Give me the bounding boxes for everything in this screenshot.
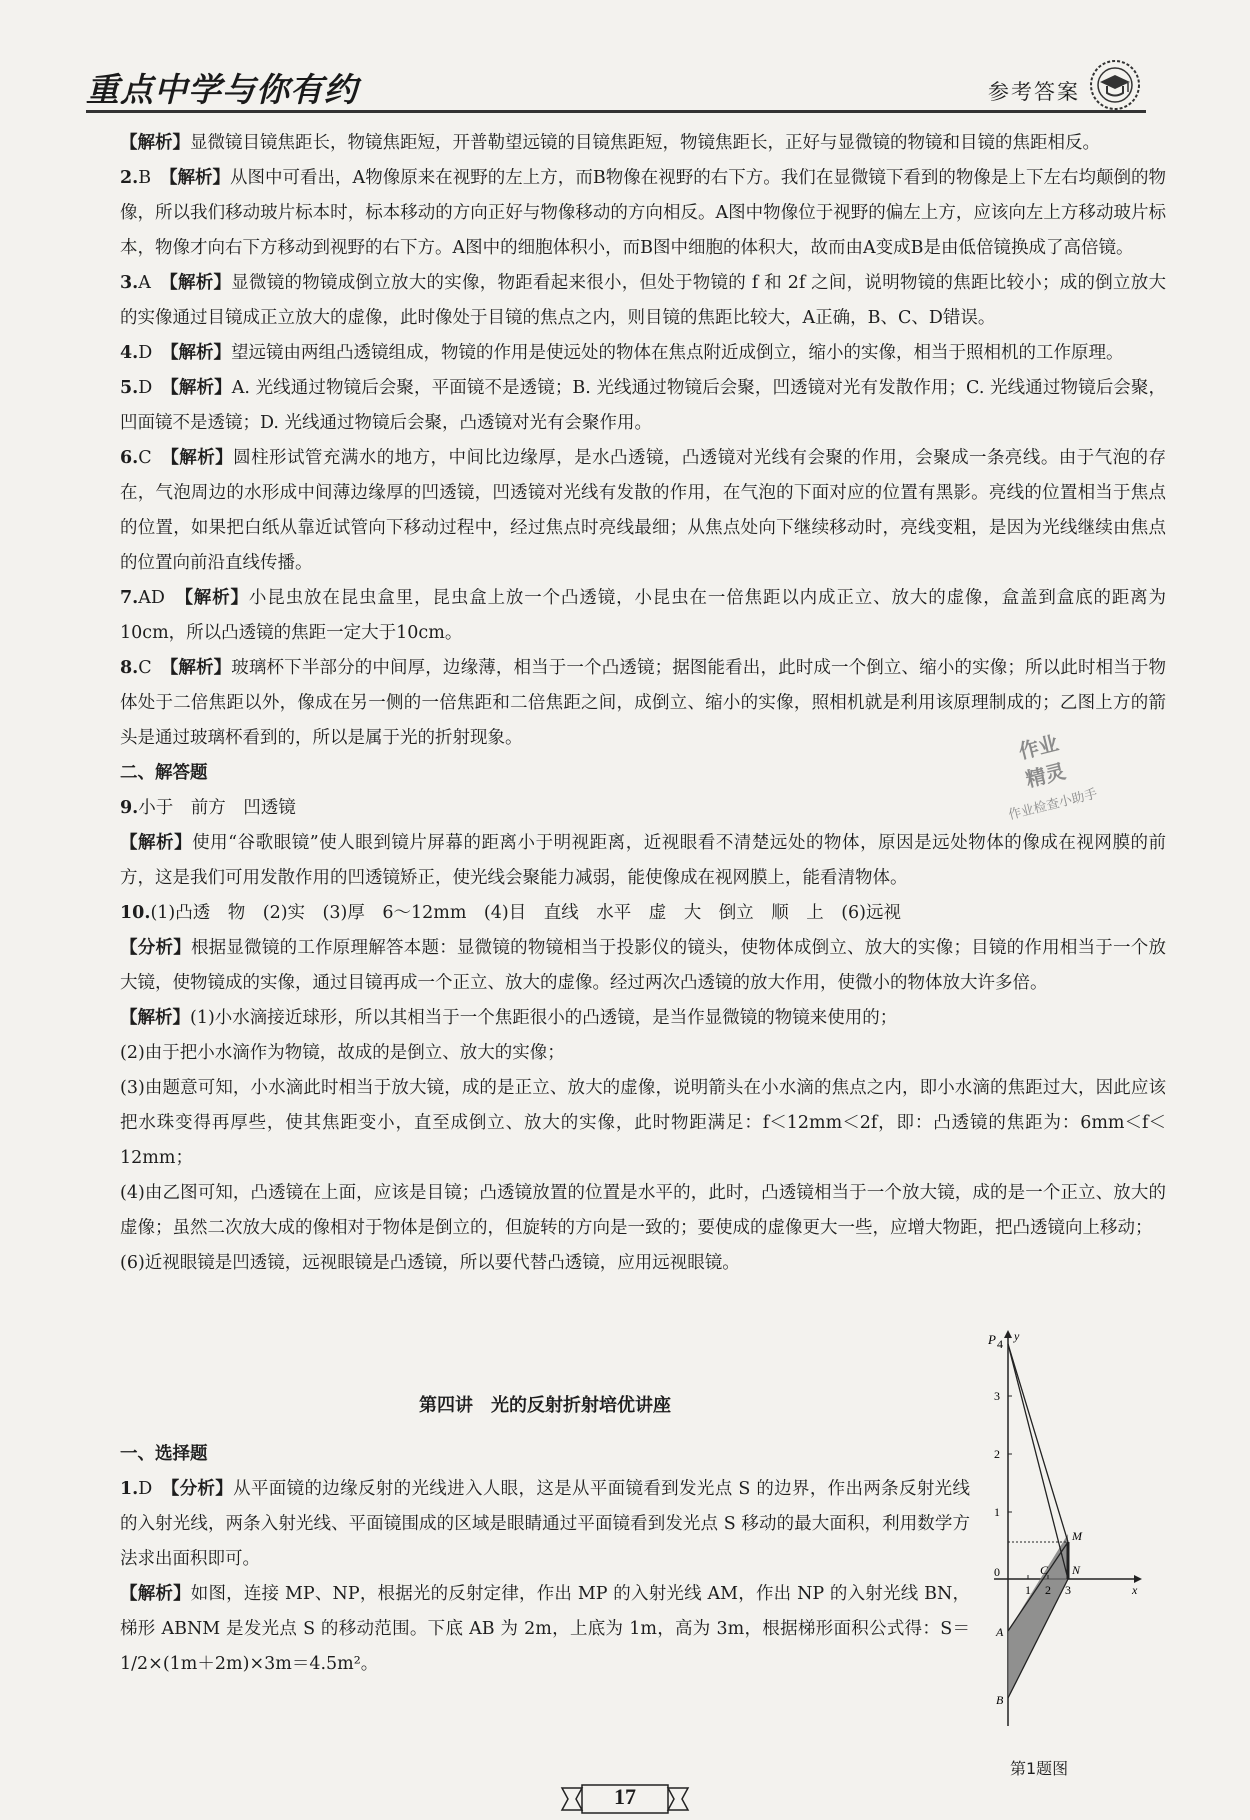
label-y: y: [1014, 1329, 1020, 1343]
para-5: [120, 371, 1166, 441]
q-num: 8.: [120, 658, 139, 678]
q-num: 2.: [120, 168, 139, 188]
q-answer: B: [138, 168, 152, 188]
tag: 【解析】: [120, 1584, 191, 1604]
lecture-block: [120, 1378, 970, 1682]
tag: 【解析】: [120, 133, 190, 153]
tag: 【分析】: [120, 938, 191, 958]
stamp-line-2: 精灵: [1023, 758, 1068, 792]
lecture-title: 第四讲 光的反射折射培优讲座: [419, 1395, 671, 1416]
para-text: (1)小水滴接近球形，所以其相当于一个焦距很小的凸透镜，是当作显微镜的物镜来使用的；: [190, 1008, 898, 1028]
q-answer: C: [138, 658, 152, 678]
answers-top: [120, 126, 1166, 1281]
q-answer: 小于 前方 凹透镜: [138, 798, 296, 818]
label-m: M: [1072, 1529, 1082, 1543]
brand-title: 重点中学与你有约: [86, 70, 358, 109]
section-title: 一、选择题: [120, 1444, 208, 1464]
graduation-cap-icon: [1088, 58, 1142, 112]
page-number-banner: [560, 1782, 690, 1816]
q10-answer: [120, 896, 1166, 931]
figure-1-diagram: [988, 1326, 1148, 1746]
q-answer: (1)凸透 物 (2)实 (3)厚 6～12mm (4)目 直线 水平 虚 大 倒立 顺 上 (6)远视: [150, 903, 901, 923]
q-answer: C: [138, 448, 152, 468]
figure-caption: 第1题图: [1010, 1759, 1069, 1778]
label-x2: 2: [1045, 1583, 1051, 1597]
q-num: 6.: [120, 448, 139, 468]
answers-label: 参考答案: [988, 80, 1080, 104]
q-num: 5.: [120, 378, 139, 398]
q10-jiexi-4: (4)由乙图可知，凸透镜在上面，应该是目镜；凸透镜放置的位置是水平的，此时，凸透镜相当于一个放大镜，成的是一个正立、放大的虚像；虽然二次放大成的像相对于物体是倒立的，但旋转的方向是一致的；要使成的虚像更大一些，应增大物距，把凸透镜向上移动；: [120, 1183, 1166, 1238]
label-y4: 4: [997, 1337, 1003, 1351]
para-text: 显微镜目镜焦距长，物镜焦距短，开普勒望远镜的目镜焦距短，物镜焦距长，正好与显微镜的物镜和目镜的焦距相反。: [190, 133, 1100, 153]
para-text: A. 光线通过物镜后会聚，平面镜不是透镜；B. 光线通过物镜后会聚，凹透镜对光有发散作用；C. 光线通过物镜后会聚，凹面镜不是透镜；D. 光线通过物镜后会聚，凸透镜对光有会聚作用。: [120, 378, 1167, 433]
label-x: x: [1132, 1583, 1138, 1597]
para-4: [120, 336, 1166, 371]
q-num: 9.: [120, 798, 139, 818]
q10-jiexi-3: (3)由题意可知，小水滴此时相当于放大镜，成的是正立、放大的虚像，说明箭头在小水滴的焦点之内，即小水滴的焦距过大，因此应该把水珠变得再厚些，使其焦距变小，直至成倒立、放大的实像，此时物距满足：f＜12mm＜2f，即：凸透镜的焦距为：6mm＜f＜12mm；: [120, 1078, 1166, 1168]
page-header: [86, 58, 1146, 113]
label-c: C: [1040, 1563, 1049, 1577]
q-num: 4.: [120, 343, 139, 363]
q-answer: AD: [138, 588, 165, 608]
para-text: 如图，连接 MP、NP，根据光的反射定律，作出 MP 的入射光线 AM，作出 NP 的入射光线 BN，梯形 ABNM 是发光点 S 的移动范围。下底 AB 为 2m，上底为 1m，高为 3m，根据梯形面积公式得：S＝1/2×(1m＋2m)×3m＝4.5m²。: [120, 1584, 970, 1674]
q10-fenxi: [120, 931, 1166, 1001]
q1-jiexi: [120, 1577, 970, 1682]
tag: 【解析】: [168, 168, 230, 188]
para-text: 小昆虫放在昆虫盒里，昆虫盒上放一个凸透镜，小昆虫在一倍焦距以内成正立、放大的虚像，盒盖到盒底的距离为10cm，所以凸透镜的焦距一定大于10cm。: [120, 588, 1167, 643]
tag: 【解析】: [170, 448, 234, 468]
tag: 【解析】: [120, 1008, 190, 1028]
para-3: [120, 266, 1166, 336]
para-1: [120, 126, 1166, 161]
para-text: 圆柱形试管充满水的地方，中间比边缘厚，是水凸透镜，凸透镜对光线有会聚的作用，会聚成一条亮线。由于气泡的存在，气泡周边的水形成中间薄边缘厚的凹透镜，凹透镜对光线有发散的作用，在气泡的下面对应的位置有黑影。亮线的位置相当于焦点的位置，如果把白纸从靠近试管向下移动过程中，经过焦点时亮线最细；从焦点处向下继续移动时，亮线变粗，是因为光线继续由焦点的位置向前沿直线传播。: [120, 448, 1167, 573]
para-text: 从平面镜的边缘反射的光线进入人眼，这是从平面镜看到发光点 S 的边界，作出两条反射光线的入射光线，两条入射光线、平面镜围成的区域是眼睛通过平面镜看到发光点 S 移动的最大面积，利用数学方法求出面积即可。: [120, 1479, 971, 1569]
tag: 【解析】: [168, 273, 232, 293]
q10-jiexi-1: [120, 1001, 1166, 1036]
para-2: [120, 161, 1166, 266]
label-origin: 0: [994, 1565, 1000, 1579]
stamp-line-3: 作业检查小助手: [1006, 786, 1099, 824]
label-x3: 3: [1065, 1583, 1071, 1597]
para-text: 从图中可看出，A物像原来在视野的左上方，而B物像在视野的右下方。我们在显微镜下看到的物像是上下左右均颠倒的物像，所以我们移动玻片标本时，标本移动的方向正好与物像移动的方向相反。A图中物像位于视野的偏左上方，应该向左上方移动玻片标本，物像才向右下方移动到视野的右下方。A图中的细胞体积小，而B图中细胞的体积大，故而由A变成B是由低倍镜换成了高倍镜。: [120, 168, 1167, 258]
q10-jiexi-6: (6)近视眼镜是凹透镜，远视眼镜是凸透镜，所以要代替凸透镜，应用远视眼镜。: [120, 1253, 740, 1273]
q-answer: D: [138, 378, 153, 398]
para-6: [120, 441, 1166, 581]
tag: 【解析】: [169, 658, 232, 678]
label-a: A: [996, 1625, 1004, 1639]
tag: 【解析】: [169, 343, 232, 363]
label-n: N: [1072, 1563, 1081, 1577]
label-x1: 1: [1025, 1583, 1031, 1597]
q1-fenxi: [120, 1472, 970, 1577]
q-num: 7.: [120, 588, 139, 608]
para-text: 望远镜由两组凸透镜组成，物镜的作用是使远处的物体在焦点附近成倒立，缩小的实像，相当于照相机的工作原理。: [231, 343, 1124, 363]
q-answer: D: [138, 1479, 153, 1499]
tag: 【解析】: [170, 378, 232, 398]
section-title: 二、解答题: [120, 763, 208, 783]
label-b: B: [996, 1693, 1004, 1707]
para-7: [120, 581, 1166, 651]
q-num: 10.: [120, 903, 151, 923]
label-p: P: [988, 1332, 996, 1347]
stamp-line-1: 作业: [1016, 730, 1061, 764]
tag: 【解析】: [120, 833, 193, 853]
page-number: 17: [614, 1784, 636, 1809]
para-text: 显微镜的物镜成倒立放大的实像，物距看起来很小，但处于物镜的 f 和 2f 之间，说明物镜的焦距比较小；成的倒立放大的实像通过目镜成正立放大的虚像，此时像处于目镜的焦点之内，则目镜的焦距比较大，A正确，B、C、D错误。: [120, 273, 1166, 328]
tag: 【解析】: [184, 588, 249, 608]
para-text: 使用“谷歌眼镜”使人眼到镜片屏幕的距离小于明视距离，近视眼看不清楚远处的物体，原因是远处物体的像成在视网膜的前方，这是我们可用发散作用的凹透镜矫正，使光线会聚能力减弱，能使像成在视网膜上，能看清物体。: [120, 833, 1167, 888]
label-y3: 3: [994, 1389, 1000, 1403]
q10-jiexi-2: (2)由于把小水滴作为物镜，故成的是倒立、放大的实像；: [120, 1043, 565, 1063]
q-num: 3.: [120, 273, 139, 293]
para-text: 根据显微镜的工作原理解答本题：显微镜的物镜相当于投影仪的镜头，使物体成倒立、放大的实像；目镜的作用相当于一个放大镜，使物镜成的实像，通过目镜再成一个正立、放大的虚像。经过两次凸透镜的放大作用，使微小的物体放大许多倍。: [120, 938, 1167, 993]
q-num: 1.: [120, 1479, 139, 1499]
label-y2: 2: [994, 1447, 1000, 1461]
tag: 【分析】: [170, 1479, 234, 1499]
label-y1: 1: [994, 1505, 1000, 1519]
q-answer: D: [138, 343, 153, 363]
q-answer: A: [138, 273, 151, 293]
para-text: 玻璃杯下半部分的中间厚，边缘薄，相当于一个凸透镜；据图能看出，此时成一个倒立、缩小的实像；所以此时相当于物体处于二倍焦距以外，像成在另一侧的一倍焦距和二倍焦距之间，成倒立、缩小的实像，照相机就是利用该原理制成的；乙图上方的箭头是通过玻璃杯看到的，所以是属于光的折射现象。: [120, 658, 1167, 748]
